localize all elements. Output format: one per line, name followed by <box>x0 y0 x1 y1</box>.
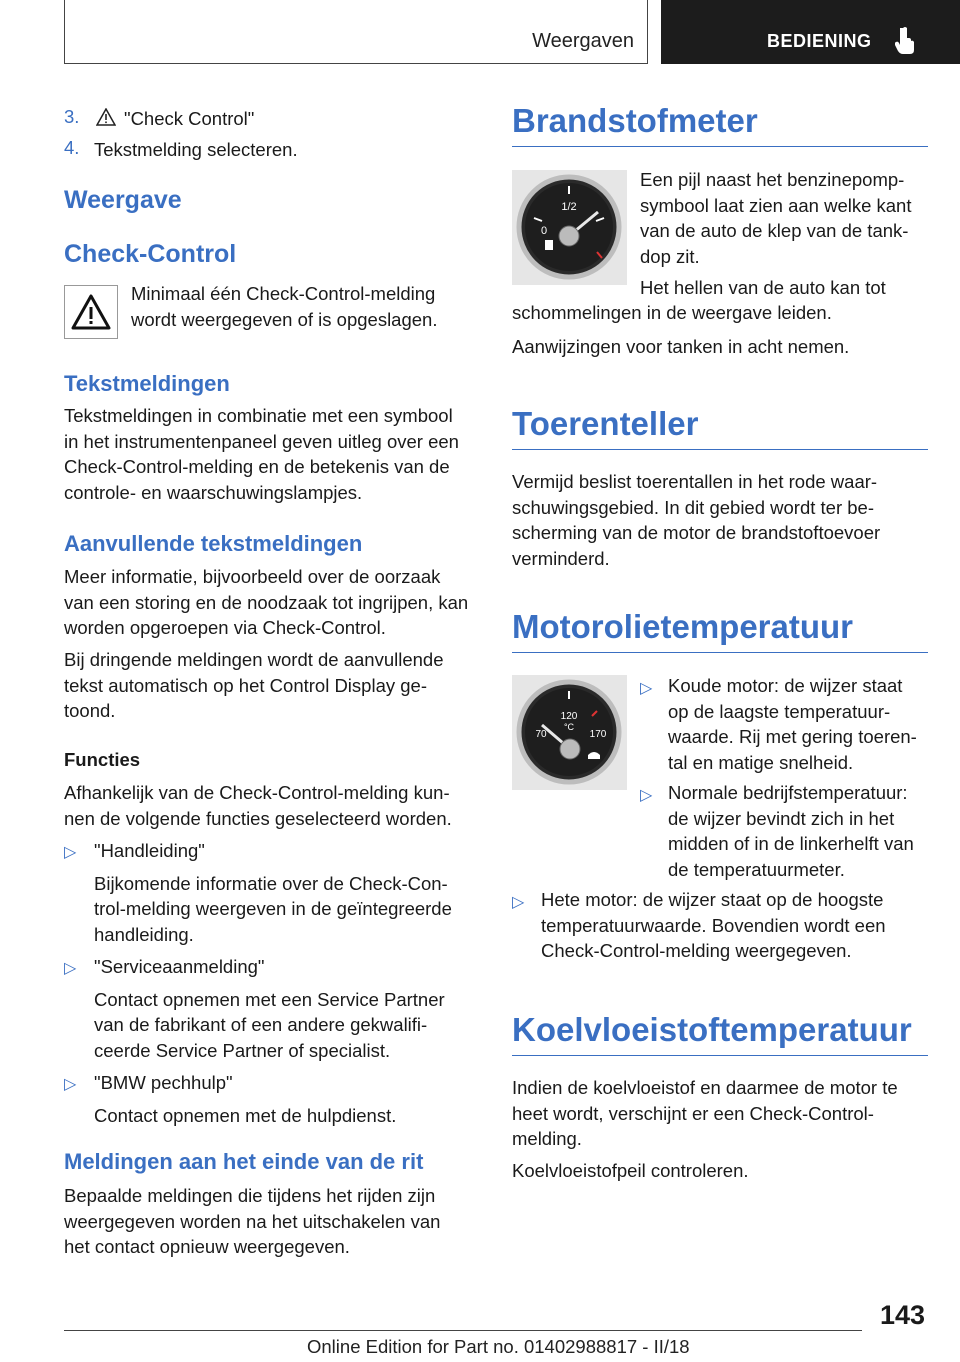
text-line: Contact opnemen met een Service Partner <box>94 988 445 1010</box>
text-line: worden opgeroepen via Check-Control. <box>64 617 386 638</box>
heading-weergave: Weergave <box>64 186 182 214</box>
text-line: verminderd. <box>512 547 610 569</box>
text-line: Contact opnemen met de hulpdienst. <box>94 1104 397 1126</box>
bullet-triangle-icon: ▷ <box>64 1076 77 1093</box>
text-line: Koude motor: de wijzer staat <box>668 675 903 696</box>
bullet-triangle-icon: ▷ <box>512 894 525 911</box>
text-line: Check-Control-melding en de betekenis van de <box>64 456 450 477</box>
step-number: 4. <box>64 137 80 158</box>
bullet-bmw-pechhulp <box>94 1070 478 1128</box>
brandstof-paragraph-3: Aanwijzingen voor tanken in acht nemen. <box>512 336 850 357</box>
fuel-zero-label: 0 <box>540 225 548 237</box>
check-control-paragraph <box>131 281 471 332</box>
text-line: Tekstmeldingen in combinatie met een symbool <box>64 405 453 426</box>
text-line: nen de volgende functies geselecteerd worden. <box>64 807 452 829</box>
text-line: op de laagste temperatuur- <box>668 700 891 722</box>
bullet-serviceaanmelding <box>94 954 478 1063</box>
heading-koelvloeistoftemperatuur: Koelvloeistoftemperatuur <box>512 1011 928 1056</box>
heading-tekstmeldingen: Tekstmeldingen <box>64 371 230 396</box>
header-chapter-label: BEDIENING <box>767 31 872 51</box>
text-line: waarde. Rij met gering toeren- <box>668 726 917 747</box>
temp-high-label: 170 <box>589 729 607 740</box>
temp-unit-label: °C <box>563 722 575 732</box>
text-line: dop zit. <box>640 245 700 267</box>
bullet-triangle-icon: ▷ <box>64 960 77 977</box>
aanvullende-paragraph <box>64 564 478 641</box>
text-line: controle- en waarschuwingslampjes. <box>64 481 363 503</box>
heading-check-control: Check-Control <box>64 240 237 268</box>
step-3 <box>64 106 79 128</box>
footer-edition: Online Edition for Part no. 01402988817 - II/18 <box>307 1336 690 1357</box>
text-line: Bijkomende informatie over de Check-Con- <box>94 872 448 894</box>
bullet-title: "BMW pechhulp" <box>94 1072 233 1093</box>
koelvloeistof-paragraph-2: Koelvloeistofpeil controleren. <box>512 1160 749 1181</box>
text-line: van de fabrikant of een andere gekwalifi- <box>94 1014 428 1035</box>
oil-temperature-gauge-image <box>512 675 627 790</box>
text-line: wordt weergegeven of is opgeslagen. <box>131 308 438 330</box>
motor-bullet-hot <box>541 887 928 964</box>
motor-bullet-normal <box>668 780 928 882</box>
text-line: ceerde Service Partner of specialist. <box>94 1039 391 1061</box>
fuel-pump-icon <box>545 240 553 250</box>
temp-low-label: 70 <box>535 729 547 740</box>
text-line: temperatuurwaarde. Bovendien wordt een <box>541 914 886 936</box>
bullet-handleiding <box>94 838 478 947</box>
heading-aanvullende: Aanvullende tekstmeldingen <box>64 531 363 556</box>
meldingen-paragraph <box>64 1183 478 1260</box>
heading-meldingen-einde-rit: Meldingen aan het einde van de rit <box>64 1149 424 1174</box>
header-chapter-tab <box>661 0 960 64</box>
page-number: 143 <box>880 1300 926 1330</box>
brandstof-paragraph <box>640 167 928 269</box>
oil-temperature-dial <box>512 675 627 790</box>
bullet-triangle-icon: ▷ <box>640 680 653 697</box>
bullet-triangle-icon: ▷ <box>640 787 653 804</box>
step-3-text: "Check Control" <box>124 108 255 129</box>
text-line: van een storing en de noodzaak tot ingrijpen, kan <box>64 591 469 613</box>
heading-motorolietemperatuur: Motorolietemperatuur <box>512 608 928 653</box>
header-section-title: Weergaven <box>532 30 634 52</box>
bullet-title: "Serviceaanmelding" <box>94 956 265 977</box>
text-line: Afhankelijk van de Check-Control-melding kun- <box>64 782 450 803</box>
text-line: schuwingsgebied. In dit gebied wordt ter be- <box>512 496 874 518</box>
pointing-hand-icon <box>895 26 917 54</box>
fuel-gauge-image <box>512 170 627 285</box>
warning-symbol-box <box>64 285 118 339</box>
text-line: het contact opnieuw weergegeven. <box>64 1236 350 1257</box>
step-4 <box>64 137 79 159</box>
text-line: tal en matige snelheid. <box>668 751 854 773</box>
step-number: 3. <box>64 106 80 127</box>
text-line: midden of in de linkerhelft van <box>668 833 914 854</box>
brandstof-paragraph-2-line2: schommelingen in de weergave leiden. <box>512 302 832 323</box>
text-line: tekst automatisch op het Control Display ge- <box>64 674 427 696</box>
bullet-title: "Handleiding" <box>94 840 205 861</box>
koelvloeistof-paragraph <box>512 1075 928 1152</box>
text-line: de temperatuurmeter. <box>668 858 845 880</box>
bullet-triangle-icon: ▷ <box>64 844 77 861</box>
motor-bullet-cold <box>668 673 928 775</box>
text-line: Check-Control-melding weergegeven. <box>541 940 852 961</box>
text-line: toond. <box>64 700 116 721</box>
text-line: symbool laat zien aan welke kant <box>640 194 912 216</box>
toerenteller-paragraph <box>512 469 928 571</box>
text-line: trol-melding weergeven in de geïntegreerde <box>94 898 452 919</box>
footer-divider <box>64 1330 862 1331</box>
tekstmeldingen-paragraph <box>64 403 478 505</box>
text-line: Vermijd beslist toerentallen in het rode waar- <box>512 471 878 492</box>
functies-paragraph <box>64 780 478 831</box>
temp-mid-label: 120 <box>560 711 578 722</box>
heading-functies: Functies <box>64 749 141 770</box>
fuel-half-label: 1/2 <box>561 201 577 213</box>
text-line: handleiding. <box>94 923 194 945</box>
aanvullende-paragraph-2 <box>64 647 478 724</box>
heading-brandstofmeter: Brandstofmeter <box>512 102 928 147</box>
text-line: Hete motor: de wijzer staat op de hoogste <box>541 889 884 910</box>
text-line: Een pijl naast het benzinepomp- <box>640 169 905 190</box>
text-line: Minimaal één Check-Control-melding <box>131 283 436 304</box>
text-line: Meer informatie, bijvoorbeeld over de oorzaak <box>64 566 441 587</box>
fuel-gauge-dial <box>512 170 627 285</box>
text-line: van de auto de klep van de tank- <box>640 220 909 241</box>
text-line: in het instrumentenpaneel geven uitleg over een <box>64 430 459 452</box>
brandstof-paragraph-2-line1: Het hellen van de auto kan tot <box>640 277 886 298</box>
text-line: melding. <box>512 1128 582 1149</box>
warning-triangle-icon <box>96 108 116 126</box>
text-line: Normale bedrijfstemperatuur: <box>668 782 908 803</box>
text-line: weergegeven worden na het uitschakelen van <box>64 1210 441 1232</box>
text-line: Bepaalde meldingen die tijdens het rijden zijn <box>64 1185 436 1206</box>
warning-triangle-icon <box>65 286 117 338</box>
text-line: de wijzer bevindt zich in het <box>668 807 895 829</box>
text-line: Indien de koelvloeistof en daarmee de motor te <box>512 1077 898 1098</box>
text-line: scherming van de motor de brandstoftoevoer <box>512 522 881 543</box>
text-line: Bij dringende meldingen wordt de aanvullende <box>64 649 444 670</box>
heading-toerenteller: Toerenteller <box>512 405 928 450</box>
step-4-text: Tekstmelding selecteren. <box>94 139 298 160</box>
text-line: heet wordt, verschijnt er een Check-Control- <box>512 1102 874 1124</box>
